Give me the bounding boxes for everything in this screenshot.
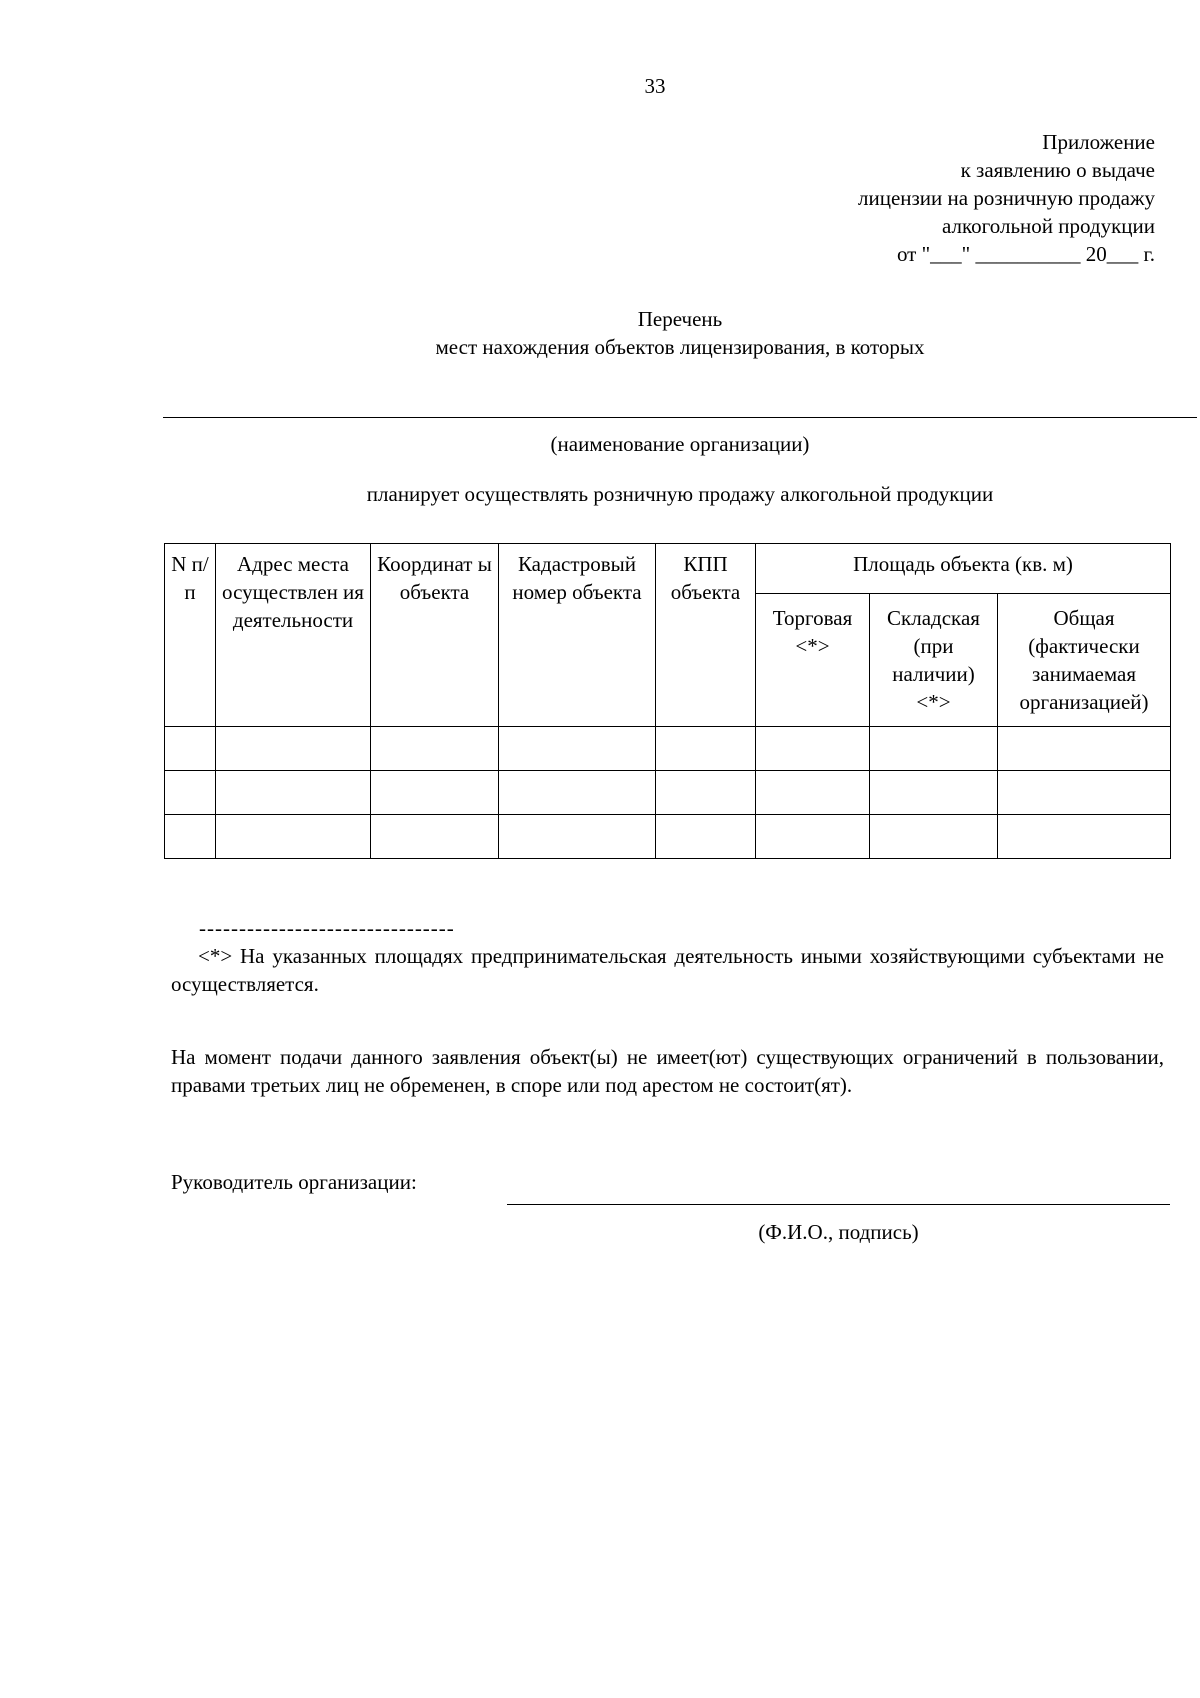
header-coordinates: Координат ы объекта: [371, 544, 499, 727]
signature-caption: (Ф.И.О., подпись): [758, 1220, 919, 1244]
table-cell[interactable]: [371, 771, 499, 815]
table-cell[interactable]: [756, 815, 870, 859]
appendix-line: Приложение: [1042, 130, 1155, 154]
header-cadastral-number: Кадастровый номер объекта: [499, 544, 656, 727]
appendix-line: к заявлению о выдаче: [960, 158, 1155, 182]
table-cell[interactable]: [216, 727, 371, 771]
table-row: [165, 815, 1171, 859]
header-area-trade: Торговая <*>: [756, 594, 870, 727]
plans-statement: планирует осуществлять розничную продажу алкогольной продукции: [366, 482, 994, 506]
table-row: [165, 727, 1171, 771]
table-cell[interactable]: [371, 815, 499, 859]
table-cell[interactable]: [998, 727, 1171, 771]
table-cell[interactable]: [998, 815, 1171, 859]
encumbrance-statement: На момент подачи данного заявления объект(ы) не имеет(ют) существующих ограничений в пользовании, правами третьих лиц не обременен, в споре или под арестом не состоит(ят).: [171, 1045, 1164, 1097]
footnote-text: <*> На указанных площадях предпринимательская деятельность иными хозяйствующими субъектами не осуществляется.: [171, 944, 1164, 996]
header-area-group: Площадь объекта (кв. м): [756, 544, 1171, 594]
table-cell[interactable]: [499, 727, 656, 771]
table-cell[interactable]: [165, 815, 216, 859]
signer-label: Руководитель организации:: [171, 1170, 417, 1194]
header-area-storage: Складская (при наличии) <*>: [870, 594, 998, 727]
table-cell[interactable]: [165, 727, 216, 771]
table-header-row: [165, 544, 1171, 594]
appendix-header: [858, 128, 1155, 268]
table-cell[interactable]: [216, 771, 371, 815]
table-cell[interactable]: [499, 815, 656, 859]
table-cell[interactable]: [656, 771, 756, 815]
appendix-line: алкогольной продукции: [942, 214, 1155, 238]
page-number: 33: [644, 74, 666, 98]
signature-line[interactable]: [507, 1204, 1170, 1205]
header-address: Адрес места осуществлен ия деятельности: [216, 544, 371, 727]
footnote-separator: --------------------------------: [199, 916, 455, 940]
title-line-2: мест нахождения объектов лицензирования, в которых: [435, 335, 925, 359]
table-cell[interactable]: [656, 815, 756, 859]
table-cell[interactable]: [998, 771, 1171, 815]
appendix-date-line: от "___" __________ 20___ г.: [896, 242, 1155, 266]
header-num: N п/п: [165, 544, 216, 727]
appendix-line: лицензии на розничную продажу: [857, 186, 1155, 210]
table-cell[interactable]: [216, 815, 371, 859]
table-cell[interactable]: [756, 771, 870, 815]
table-cell[interactable]: [656, 727, 756, 771]
title-line-1: Перечень: [637, 307, 723, 331]
table-cell[interactable]: [499, 771, 656, 815]
locations-table: [164, 543, 1171, 859]
table-cell[interactable]: [165, 771, 216, 815]
document-title: [0, 305, 1200, 361]
table-cell[interactable]: [371, 727, 499, 771]
table-cell[interactable]: [870, 771, 998, 815]
table-row: [165, 771, 1171, 815]
header-area-total: Общая (фактически занимаемая организацией): [998, 594, 1171, 727]
table-cell[interactable]: [870, 815, 998, 859]
header-kpp: КПП объекта: [656, 544, 756, 727]
organization-name-line: [163, 417, 1197, 418]
organization-name-caption: (наименование организации): [550, 432, 810, 456]
table-cell[interactable]: [870, 727, 998, 771]
table-cell[interactable]: [756, 727, 870, 771]
